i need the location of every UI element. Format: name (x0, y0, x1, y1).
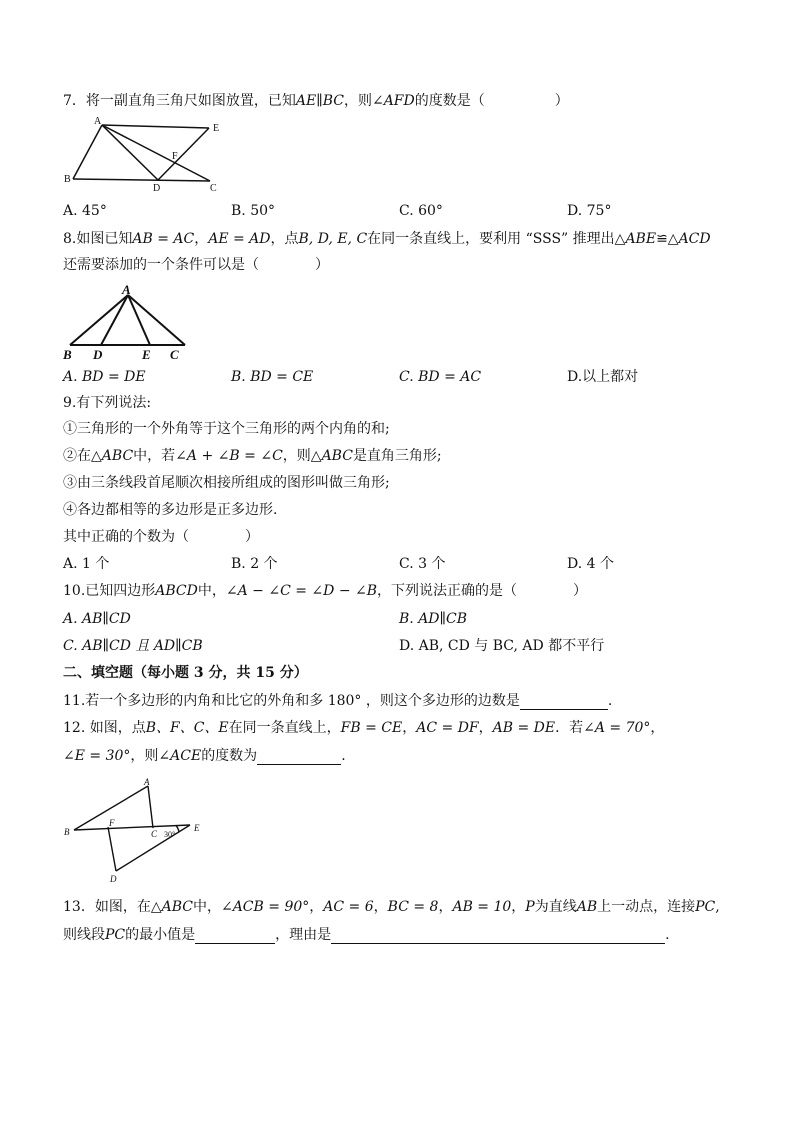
q12-stem-line2: ∠E = 30°，则∠ACE的度数为 . (63, 748, 346, 764)
q12-stem-line1: 12. 如图，点B、F、C、E在同一条直线上，FB = CE，AC = DF，AB = DE．若∠A = 70°， (63, 720, 665, 736)
q12-label-F: F (109, 818, 115, 828)
q7-label-C: C (210, 183, 217, 194)
q9-statement-2: ②在△ABC中，若∠A + ∠B = ∠C，则△ABC是直角三角形; (63, 448, 442, 464)
q7-label-D: D (153, 183, 161, 194)
q10-stem: 10.已知四边形ABCD中，∠A − ∠C = ∠D − ∠B，下列说法正确的是（ ） (63, 583, 588, 599)
q10-option-b[interactable]: B. AD∥CB (399, 611, 467, 627)
q9-statement-1: ①三角形的一个外角等于这个三角形的两个内角的和; (63, 421, 390, 437)
q13-min-value-blank[interactable] (195, 929, 275, 944)
q9-stem: 9.有下列说法: (63, 395, 152, 411)
q11-stem: 11.若一个多边形的内角和比它的外角和多 180° ，则这个多边形的边数是 . (63, 693, 613, 709)
q7-stem: 7．将一副直角三角尺如图放置，已知AE∥BC，则∠AFD的度数是（ ） (63, 93, 569, 109)
q8-option-d[interactable]: D.以上都对 (567, 369, 639, 385)
q10-option-a[interactable]: A. AB∥CD (63, 611, 131, 627)
q12-label-E: E (194, 823, 200, 833)
q12-label-D: D (110, 874, 117, 884)
q13-reason-blank[interactable] (331, 929, 665, 944)
q13-stem-line1: 13．如图，在△ABC中，∠ACB = 90°，AC = 6，BC = 8，AB = 10，P为直线AB上一动点，连接PC, (63, 899, 720, 915)
q13-stem-line2: 则线段PC的最小值是 ，理由是 . (63, 927, 670, 943)
q8-option-a[interactable]: A. BD = DE (63, 369, 146, 385)
q10-option-d[interactable]: D. AB, CD 与 BC, AD 都不平行 (399, 638, 605, 654)
section-2-heading: 二、填空题（每小题 3 分，共 15 分） (63, 665, 308, 681)
q9-statement-3: ③由三条线段首尾顺次相接所组成的图形叫做三角形; (63, 475, 390, 491)
q9-ask: 其中正确的个数为（ ） (63, 529, 259, 545)
q8-stem-line1: 8.如图已知AB = AC，AE = AD，点B, D, E, C在同一条直线上，要利用 “SSS” 推理出△ABE≌△ACD (63, 231, 711, 247)
q9-option-a[interactable]: A. 1 个 (63, 556, 110, 572)
q7-figure (62, 112, 232, 197)
q7-label-F: F (172, 151, 178, 162)
q7-option-b[interactable]: B. 50° (231, 203, 276, 219)
q12-answer-blank[interactable] (257, 750, 341, 765)
q8-option-c[interactable]: C. BD = AC (399, 369, 482, 385)
q9-statement-4: ④各边都相等的多边形是正多边形. (63, 502, 278, 518)
q7-label-B: B (64, 174, 71, 185)
q7-option-a[interactable]: A. 45° (63, 203, 107, 219)
q12-label-C: C (151, 829, 158, 839)
q7-label-E: E (213, 123, 220, 134)
q9-option-b[interactable]: B. 2 个 (231, 556, 278, 572)
q7-label-A: A (94, 116, 102, 127)
q9-option-c[interactable]: C. 3 个 (399, 556, 446, 572)
q8-label-B: B (63, 347, 72, 362)
q9-option-d[interactable]: D. 4 个 (567, 556, 614, 572)
q8-stem-line2: 还需要添加的一个条件可以是（ ） (63, 257, 329, 273)
q8-label-E: E (142, 347, 151, 362)
q8-label-A: A (122, 282, 131, 297)
q12-label-B: B (64, 827, 70, 837)
q7-option-c[interactable]: C. 60° (399, 203, 443, 219)
q8-label-D: D (93, 347, 103, 362)
q8-option-b[interactable]: B. BD = CE (231, 369, 314, 385)
q10-option-c[interactable]: C. AB∥CD 且 AD∥CB (63, 638, 203, 654)
q12-label-angle: 30° (164, 830, 176, 839)
q12-label-A: A (144, 777, 150, 787)
q12-figure (62, 775, 212, 885)
q8-label-C: C (170, 347, 179, 362)
q8-figure (60, 282, 195, 364)
q11-answer-blank[interactable] (520, 695, 608, 710)
q7-option-d[interactable]: D. 75° (567, 203, 612, 219)
